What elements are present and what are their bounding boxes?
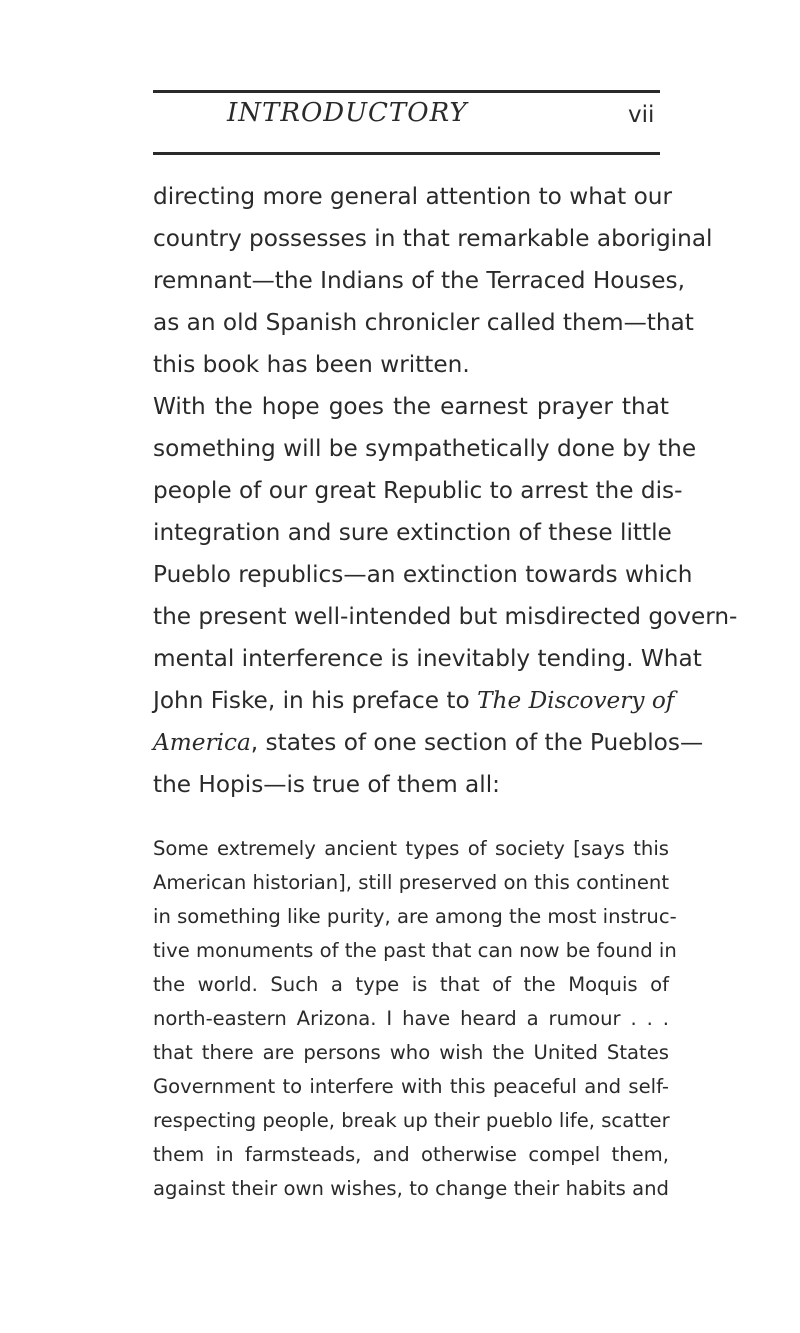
body-line: people of our great Republic to arrest the dis- — [153, 477, 683, 504]
body-line: country possesses in that remarkable aboriginal — [153, 225, 713, 252]
body-line — [153, 724, 704, 762]
quote-line: them in farmsteads, and otherwise compel them, — [153, 1143, 669, 1166]
quote-line: against their own wishes, to change their habits and — [153, 1177, 669, 1200]
quote-line: American historian], still preserved on this continent — [153, 871, 669, 894]
quote-line: that there are persons who wish the United States — [153, 1041, 669, 1064]
body-line: as an old Spanish chronicler called them—that — [153, 309, 694, 336]
body-line: something will be sympathetically done by the — [153, 435, 697, 462]
page-number: vii — [628, 102, 655, 128]
body-line: With the hope goes the earnest prayer that — [153, 393, 669, 420]
body-line — [153, 682, 675, 720]
body-line: the Hopis—is true of them all: — [153, 771, 500, 798]
body-line: mental interference is inevitably tending. What — [153, 645, 702, 672]
quote-line: tive monuments of the past that can now be found in — [153, 939, 677, 962]
body-line: this book has been written. — [153, 351, 470, 378]
header-bottom-rule — [153, 152, 660, 155]
quote-line: Government to interfere with this peaceful and self- — [153, 1075, 669, 1098]
quote-line: in something like purity, are among the most instruc- — [153, 905, 677, 928]
quote-line: north-eastern Arizona. I have heard a rumour . . . — [153, 1007, 669, 1030]
body-text-span: John Fiske, in his preface to — [153, 687, 478, 714]
body-line: Pueblo republics—an extinction towards which — [153, 561, 693, 588]
body-text-span: , states of one section of the Pueblos— — [250, 729, 704, 756]
header-top-rule — [153, 90, 660, 93]
body-line: remnant—the Indians of the Terraced Houses, — [153, 267, 685, 294]
book-title-italic: The Discovery of — [477, 687, 675, 714]
book-title-italic: America — [153, 729, 251, 756]
quote-line: respecting people, break up their pueblo life, scatter — [153, 1109, 670, 1132]
quote-line: the world. Such a type is that of the Moquis of — [153, 973, 669, 996]
body-line: the present well-intended but misdirected govern- — [153, 603, 738, 630]
quote-line: Some extremely ancient types of society [says this — [153, 837, 669, 860]
running-title: INTRODUCTORY — [227, 98, 468, 128]
body-line: directing more general attention to what our — [153, 183, 672, 210]
body-line: integration and sure extinction of these little — [153, 519, 672, 546]
